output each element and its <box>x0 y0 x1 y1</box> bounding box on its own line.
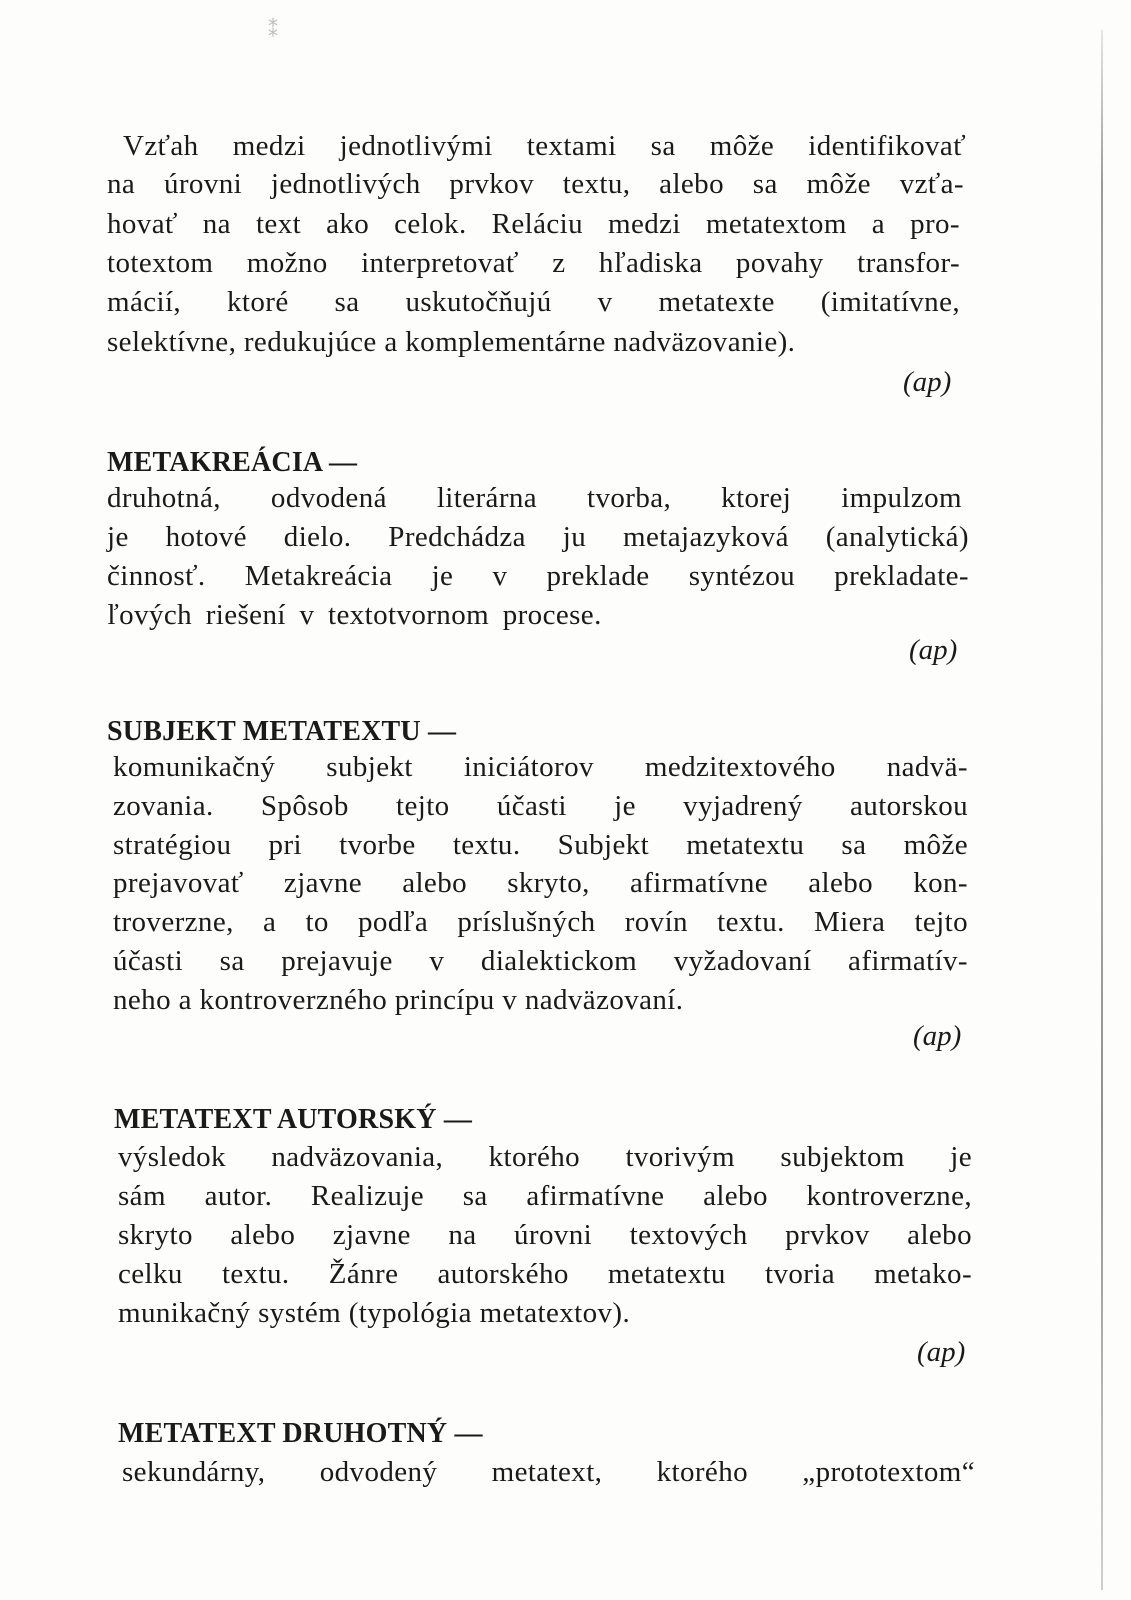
entry-term: METATEXT AUTORSKÝ — <box>114 1104 473 1135</box>
source-abbreviation: (ap) <box>903 366 952 398</box>
entry-line: sám autor. Realizuje sa afirmatívne alebo kontroverzne, <box>118 1180 972 1212</box>
entry-line: je hotové dielo. Predchádza ju metajazyková (analytická) <box>107 521 969 553</box>
entry-line: stratégiou pri tvorbe textu. Subjekt metatextu sa môže <box>113 829 968 861</box>
intro-line: mácií, ktoré sa uskutočňujú v metatexte (imitatívne, <box>107 286 960 318</box>
entry-term: METAKREÁCIA — <box>107 447 358 478</box>
source-abbreviation: (ap) <box>909 634 958 666</box>
entry-line: celku textu. Žánre autorského metatextu tvoria metako- <box>118 1258 972 1290</box>
entry-term: SUBJEKT METATEXTU — <box>107 716 457 747</box>
source-abbreviation: (ap) <box>917 1336 966 1368</box>
entry-term: METATEXT DRUHOTNÝ — <box>118 1418 483 1449</box>
entry-line: skryto alebo zjavne na úrovni textových prvkov alebo <box>118 1219 972 1251</box>
entry-line: munikačný systém (typológia metatextov). <box>118 1297 631 1329</box>
scan-speck: ⁑ <box>268 18 278 42</box>
entry-line: ľových riešení v textotvornom procese. <box>107 599 602 631</box>
intro-line: na úrovni jednotlivých prvkov textu, alebo sa môže vzťa- <box>107 168 964 200</box>
entry-line: komunikačný subjekt iniciátorov medzitextového nadvä- <box>113 751 968 783</box>
intro-line: totextom možno interpretovať z hľadiska povahy transfor- <box>107 247 960 279</box>
entry-line: účasti sa prejavuje v dialektickom vyžadovaní afirmatív- <box>113 945 968 977</box>
entry-line: sekundárny, odvodený metatext, ktorého „prototextom“ <box>122 1456 975 1488</box>
entry-line: druhotná, odvodená literárna tvorba, ktorej impulzom <box>107 482 962 514</box>
intro-line: hovať na text ako celok. Reláciu medzi metatextom a pro- <box>107 208 960 240</box>
entry-line: troverzne, a to podľa príslušných rovín textu. Miera tejto <box>113 906 968 938</box>
intro-line: selektívne, redukujúce a komplementárne nadväzovanie). <box>107 326 796 358</box>
entry-line: zovania. Spôsob tejto účasti je vyjadrený autorskou <box>113 790 968 822</box>
page-edge-shadow <box>1101 30 1103 1590</box>
entry-line: výsledok nadväzovania, ktorého tvorivým subjektom je <box>118 1141 972 1173</box>
entry-line: prejavovať zjavne alebo skryto, afirmatívne alebo kon- <box>113 867 968 899</box>
entry-line: činnosť. Metakreácia je v preklade syntézou prekladate- <box>107 560 969 592</box>
source-abbreviation: (ap) <box>913 1020 962 1052</box>
intro-line: Vzťah medzi jednotlivými textami sa môže identifikovať <box>123 130 966 162</box>
entry-line: neho a kontroverzného princípu v nadväzovaní. <box>113 984 684 1016</box>
